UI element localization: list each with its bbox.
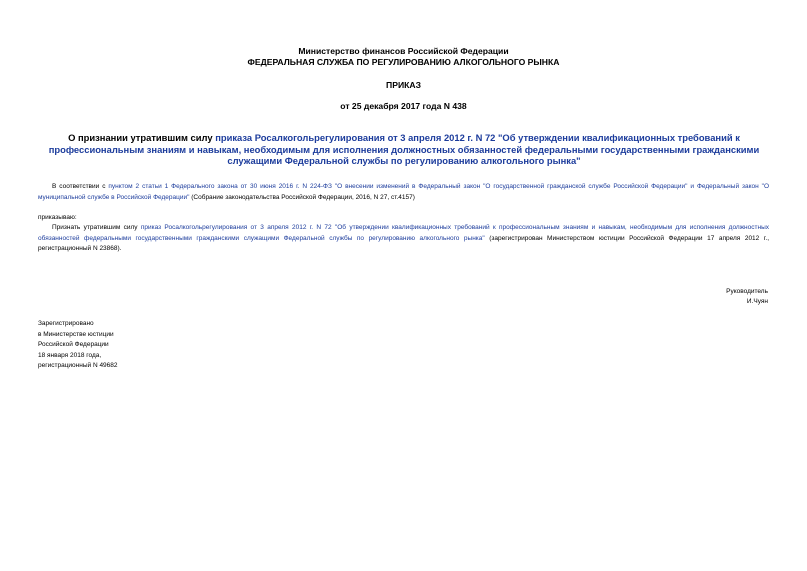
document-date-number: от 25 декабря 2017 года N 438 <box>340 101 467 111</box>
registration-line-2: в Министерстве юстиции <box>38 330 114 338</box>
document-title <box>30 132 778 167</box>
federal-law-link[interactable]: пунктом 2 статьи 1 Федерального закона от 30 июня 2016 г. N 224-ФЗ "О внесении изменений в Федеральный закон "О государственной гражданской службе Российской Федерации" и Федеральный закон "О муниципальной службе в Российской Федерации" <box>38 183 770 201</box>
title-link[interactable]: приказа Росалкогольрегулирования от 3 апреля 2012 г. N 72 "Об утверждении квалификационных требований к профессиональным знаниям и навыкам, необходимым для исполнения должностных обязанностей федеральными государственными гражданскими служащими Федеральной службы по регулированию алкогольного рынка" <box>48 132 760 166</box>
preamble-text-start: В соответствии с <box>52 183 109 190</box>
registration-block <box>38 319 118 372</box>
registration-line-1: Зарегистрировано <box>38 320 94 327</box>
service-name: ФЕДЕРАЛЬНАЯ СЛУЖБА ПО РЕГУЛИРОВАНИЮ АЛКОГОЛЬНОГО РЫНКА <box>247 57 560 67</box>
signature-position: Руководитель <box>726 288 768 295</box>
registration-line-4: 18 января 2018 года, <box>38 351 102 359</box>
preamble-text-end: (Собрание законодательства Российской Федерации, 2016, N 27, ст.4157) <box>189 193 415 201</box>
order-text-end: (зарегистрирован Министерством юстиции Российской Федерации 17 апреля 2012 г., регистрационный N 23868). <box>38 234 769 252</box>
order-text-start: Признать утратившим силу <box>52 224 141 231</box>
registration-line-3: Российской Федерации <box>38 341 109 348</box>
order-word: приказываю: <box>38 214 77 221</box>
registration-line-5: регистрационный N 49682 <box>38 362 118 369</box>
signature-name: И.Чуян <box>746 298 768 305</box>
repealed-order-link[interactable]: приказ Росалкогольрегулирования от 3 апреля 2012 г. N 72 "Об утверждении квалификационных требований к профессиональным знаниям и навыкам, необходимым для исполнения должностных обязанностей федеральными государственными гражданскими служащими Федеральной службы по регулированию алкогольного рынка" <box>38 224 769 242</box>
document-type: ПРИКАЗ <box>386 80 421 90</box>
ministry-name: Министерство финансов Российской Федерации <box>298 46 509 56</box>
preamble-paragraph <box>38 182 769 203</box>
title-prefix: О признании утратившим силу <box>68 132 216 143</box>
order-paragraph <box>38 223 769 255</box>
